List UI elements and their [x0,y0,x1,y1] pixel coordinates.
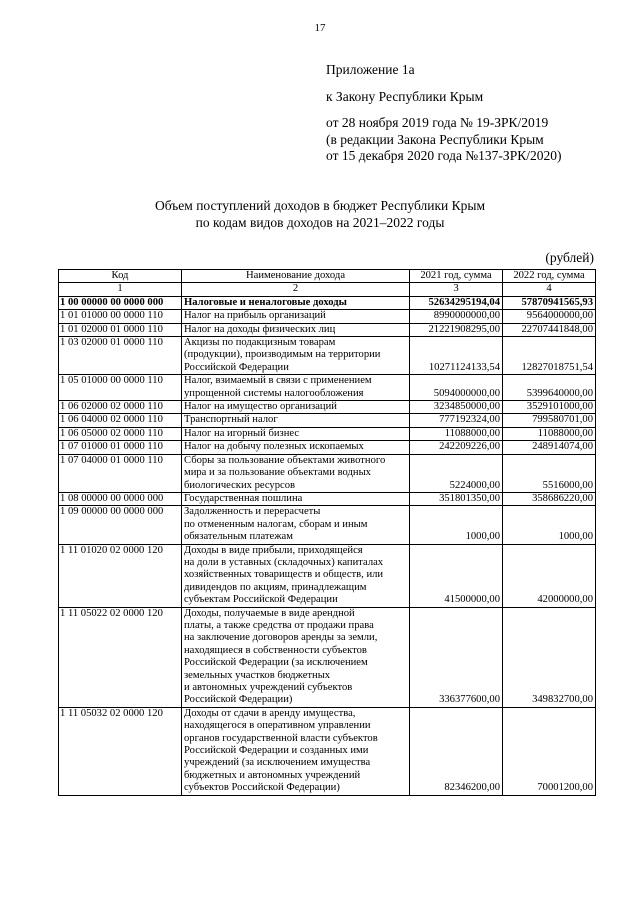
code-cell: 1 06 05000 02 0000 110 [59,427,182,440]
name-cell [182,506,410,544]
table-index-row [59,283,596,296]
header-code: Код [59,270,182,283]
table-row [59,427,596,440]
name-line: Доходы от сдачи в аренду имущества, [184,707,356,719]
code-cell: 1 00 00000 00 0000 000 [59,296,182,309]
amount-2022-cell: 57870941565,93 [503,296,596,309]
header-2021: 2021 год, сумма [410,270,503,283]
name-line: Налог на имущество организаций [184,401,337,413]
amount-2022-cell: 799580701,00 [503,414,596,427]
name-cell [182,375,410,401]
title-line: Объем поступлений доходов в бюджет Республики Крым [155,198,485,213]
name-cell [182,492,410,505]
amount-2021-cell: 82346200,00 [410,707,503,795]
table-row [59,414,596,427]
name-cell [182,441,410,454]
name-line: биологических ресурсов [184,479,295,491]
amount-2022-cell: 3529101000,00 [503,401,596,414]
name-line: мира и за пользование объектами водных [184,467,371,479]
amount-2021-cell: 41500000,00 [410,544,503,607]
name-line: Транспортный налог [184,414,278,426]
name-cell [182,454,410,492]
amount-2022-cell: 358686220,00 [503,492,596,505]
amount-2021-cell: 1000,00 [410,506,503,544]
name-line: Доходы в виде прибыли, приходящейся [184,544,363,556]
index-cell: 4 [503,283,596,296]
name-line: на заключение договоров аренды за земли, [184,632,378,644]
amount-2021-cell: 5094000000,00 [410,375,503,401]
amount-2021-cell: 351801350,00 [410,492,503,505]
appendix-line: от 15 декабря 2020 года №137-ЗРК/2020) [326,148,562,163]
code-cell: 1 11 05022 02 0000 120 [59,607,182,707]
table-row [59,375,596,401]
table-row [59,401,596,414]
code-cell: 1 06 04000 02 0000 110 [59,414,182,427]
amount-2022-cell: 70001200,00 [503,707,596,795]
name-line: Налог на добычу полезных ископаемых [184,441,364,453]
table-header-row [59,270,596,283]
name-line: Налог на игорный бизнес [184,427,300,439]
name-line: субъектам Российской Федерации [184,594,338,606]
table-row [59,544,596,607]
index-cell: 3 [410,283,503,296]
code-cell: 1 08 00000 00 0000 000 [59,492,182,505]
amount-2021-cell: 777192324,00 [410,414,503,427]
index-cell: 1 [59,283,182,296]
unit-label: (рублей) [545,250,594,265]
table-row [59,454,596,492]
document-title [0,197,640,231]
index-cell: 2 [182,283,410,296]
appendix-line: к Закону Республики Крым [326,88,484,104]
appendix-line: (в редакции Закона Республики Крым [326,131,544,147]
table-row [59,296,596,309]
table-row [59,506,596,544]
name-cell [182,707,410,795]
appendix-line: Приложение 1а [326,62,415,77]
code-cell: 1 11 05032 02 0000 120 [59,707,182,795]
name-line: Доходы, получаемые в виде арендной [184,607,355,619]
code-cell: 1 01 02000 01 0000 110 [59,323,182,336]
name-cell [182,323,410,336]
page-number: 17 [314,22,326,34]
amount-2021-cell: 5224000,00 [410,454,503,492]
header-2022: 2022 год, сумма [503,270,596,283]
code-cell: 1 03 02000 01 0000 110 [59,337,182,375]
income-table [58,269,596,796]
table-row [59,441,596,454]
name-line: хозяйственных товариществ и обществ, или [184,569,384,581]
name-cell [182,401,410,414]
name-line: Налоговые и неналоговые доходы [184,296,347,308]
name-line: платы, а также средства от продажи права [184,619,374,631]
code-cell: 1 07 04000 01 0000 110 [59,454,182,492]
amount-2022-cell: 1000,00 [503,506,596,544]
name-line: дивидендов по акциям, принадлежащим [184,581,367,593]
amount-2021-cell: 3234850000,00 [410,401,503,414]
table-row [59,707,596,795]
name-line: и автономных учреждений субъектов [184,682,353,693]
table-row [59,323,596,336]
name-cell [182,607,410,707]
code-cell: 1 09 00000 00 0000 000 [59,506,182,544]
name-cell [182,296,410,309]
name-line: Акцизы по подакцизным товарам [184,337,336,349]
amount-2022-cell: 11088000,00 [503,427,596,440]
table-row [59,607,596,707]
name-line: находящегося в оперативном управлении [184,720,371,732]
amount-2021-cell: 242209226,00 [410,441,503,454]
name-cell [182,427,410,440]
code-cell: 1 11 01020 02 0000 120 [59,544,182,607]
amount-2021-cell: 10271124133,54 [410,337,503,375]
name-line: упрощенной системы налогообложения [184,387,364,399]
name-line: Налог, взимаемый в связи с применением [184,375,372,387]
table-row [59,337,596,375]
appendix-block [326,62,626,165]
code-cell: 1 07 01000 01 0000 110 [59,441,182,454]
name-cell [182,544,410,607]
name-line: Налог на доходы физических лиц [184,323,336,335]
header-name: Наименование дохода [182,270,410,283]
table-row [59,310,596,323]
amount-2022-cell: 248914074,00 [503,441,596,454]
amount-2022-cell: 349832700,00 [503,607,596,707]
amount-2022-cell: 12827018751,54 [503,337,596,375]
amount-2022-cell: 5399640000,00 [503,375,596,401]
amount-2022-cell: 42000000,00 [503,544,596,607]
name-line: по отмененным налогам, сборам и иным [184,518,368,530]
name-line: Российской Федерации и созданных ими [184,745,369,757]
amount-2022-cell: 5516000,00 [503,454,596,492]
name-line: земельных участков бюджетных [184,669,331,681]
name-cell [182,414,410,427]
amount-2022-cell: 22707441848,00 [503,323,596,336]
code-cell: 1 06 02000 02 0000 110 [59,401,182,414]
appendix-line: от 28 ноября 2019 года № 19-ЗРК/2019 [326,115,549,130]
name-line: находящиеся в собственности субъектов [184,644,367,656]
amount-2022-cell: 9564000000,00 [503,310,596,323]
table-row [59,492,596,505]
title-line: по кодам видов доходов на 2021–2022 годы [195,215,445,230]
name-cell [182,310,410,323]
name-cell [182,337,410,375]
name-line: бюджетных и автономных учреждений [184,769,361,781]
code-cell: 1 01 01000 00 0000 110 [59,310,182,323]
name-line: Российской Федерации) [184,694,293,706]
name-line: учреждений (за исключением имущества [184,757,371,769]
amount-2021-cell: 8990000000,00 [410,310,503,323]
name-line: Сборы за пользование объектами животного [184,454,386,466]
amount-2021-cell: 21221908295,00 [410,323,503,336]
name-line: Налог на прибыль организаций [184,310,326,322]
name-line: Государственная пошлина [184,492,303,504]
name-line: (продукции), производимым на территории [184,349,381,361]
amount-2021-cell: 11088000,00 [410,427,503,440]
amount-2021-cell: 336377600,00 [410,607,503,707]
name-line: органов государственной власти субъектов [184,732,378,744]
name-line: субъектов Российской Федерации) [184,782,340,794]
code-cell: 1 05 01000 00 0000 110 [59,375,182,401]
name-line: обязательным платежам [184,531,293,543]
name-line: Российской Федерации [184,361,289,373]
name-line: Задолженность и перерасчеты [184,506,321,518]
name-line: Российской Федерации (за исключением [184,657,368,669]
name-line: на доли в уставных (складочных) капиталах [184,556,384,568]
amount-2021-cell: 52634295194,04 [410,296,503,309]
